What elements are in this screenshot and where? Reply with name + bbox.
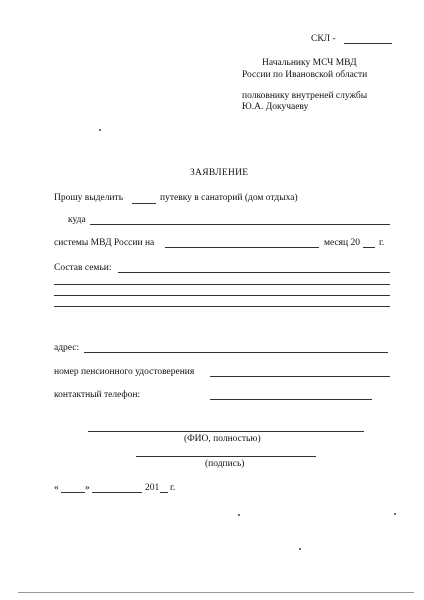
system-label: системы МВД России на — [54, 238, 155, 248]
year-suffix: г. — [379, 238, 385, 248]
date-year-field[interactable] — [160, 492, 168, 493]
document-title: ЗАЯВЛЕНИЕ — [190, 168, 249, 178]
family-field-line-3[interactable] — [54, 295, 390, 296]
phone-field[interactable] — [210, 399, 372, 400]
scan-speck — [238, 514, 240, 516]
phone-label: контактный телефон: — [54, 390, 141, 400]
scan-speck — [99, 129, 101, 131]
date-open-quote: « — [54, 483, 59, 493]
voucher-count-field[interactable] — [132, 203, 156, 204]
fio-caption: (ФИО, полностью) — [184, 434, 261, 444]
date-day-field[interactable] — [61, 492, 85, 493]
scan-edge-line — [18, 592, 414, 593]
fio-field[interactable] — [88, 431, 364, 432]
request-suffix: путевку в санаторий (дом отдыха) — [160, 193, 298, 203]
addressee-name: Ю.А. Докучаеву — [242, 102, 309, 112]
pension-label: номер пенсионного удостоверения — [54, 367, 195, 377]
address-label: адрес: — [54, 343, 80, 353]
skl-label: СКЛ - — [311, 34, 336, 44]
date-close-quote: » — [85, 483, 90, 493]
scan-speck — [394, 513, 396, 515]
request-prefix: Прошу выделить — [54, 193, 124, 203]
year-field[interactable] — [363, 247, 375, 248]
pension-number-field[interactable] — [210, 376, 390, 377]
family-field-line-1[interactable] — [118, 272, 390, 273]
family-field-line-2[interactable] — [54, 284, 390, 285]
month-label: месяц 20 — [324, 238, 361, 248]
addressee-department: России по Ивановской области — [242, 70, 368, 80]
where-label: куда — [68, 215, 86, 225]
where-field[interactable] — [90, 224, 390, 225]
system-period-field[interactable] — [165, 247, 319, 248]
date-month-field[interactable] — [92, 492, 142, 493]
addressee-position: Начальнику МСЧ МВД — [262, 58, 357, 68]
addressee-rank: полковнику внутреней службы — [242, 91, 368, 101]
family-field-line-4[interactable] — [54, 306, 390, 307]
date-year-text: 201 — [145, 483, 160, 493]
scan-speck — [299, 548, 301, 550]
family-label: Состав семьи: — [54, 263, 112, 273]
signature-caption: (подпись) — [205, 459, 245, 469]
signature-field[interactable] — [136, 456, 316, 457]
address-field[interactable] — [84, 352, 388, 353]
skl-number-line[interactable] — [344, 43, 392, 44]
date-year-suffix: г. — [170, 483, 176, 493]
